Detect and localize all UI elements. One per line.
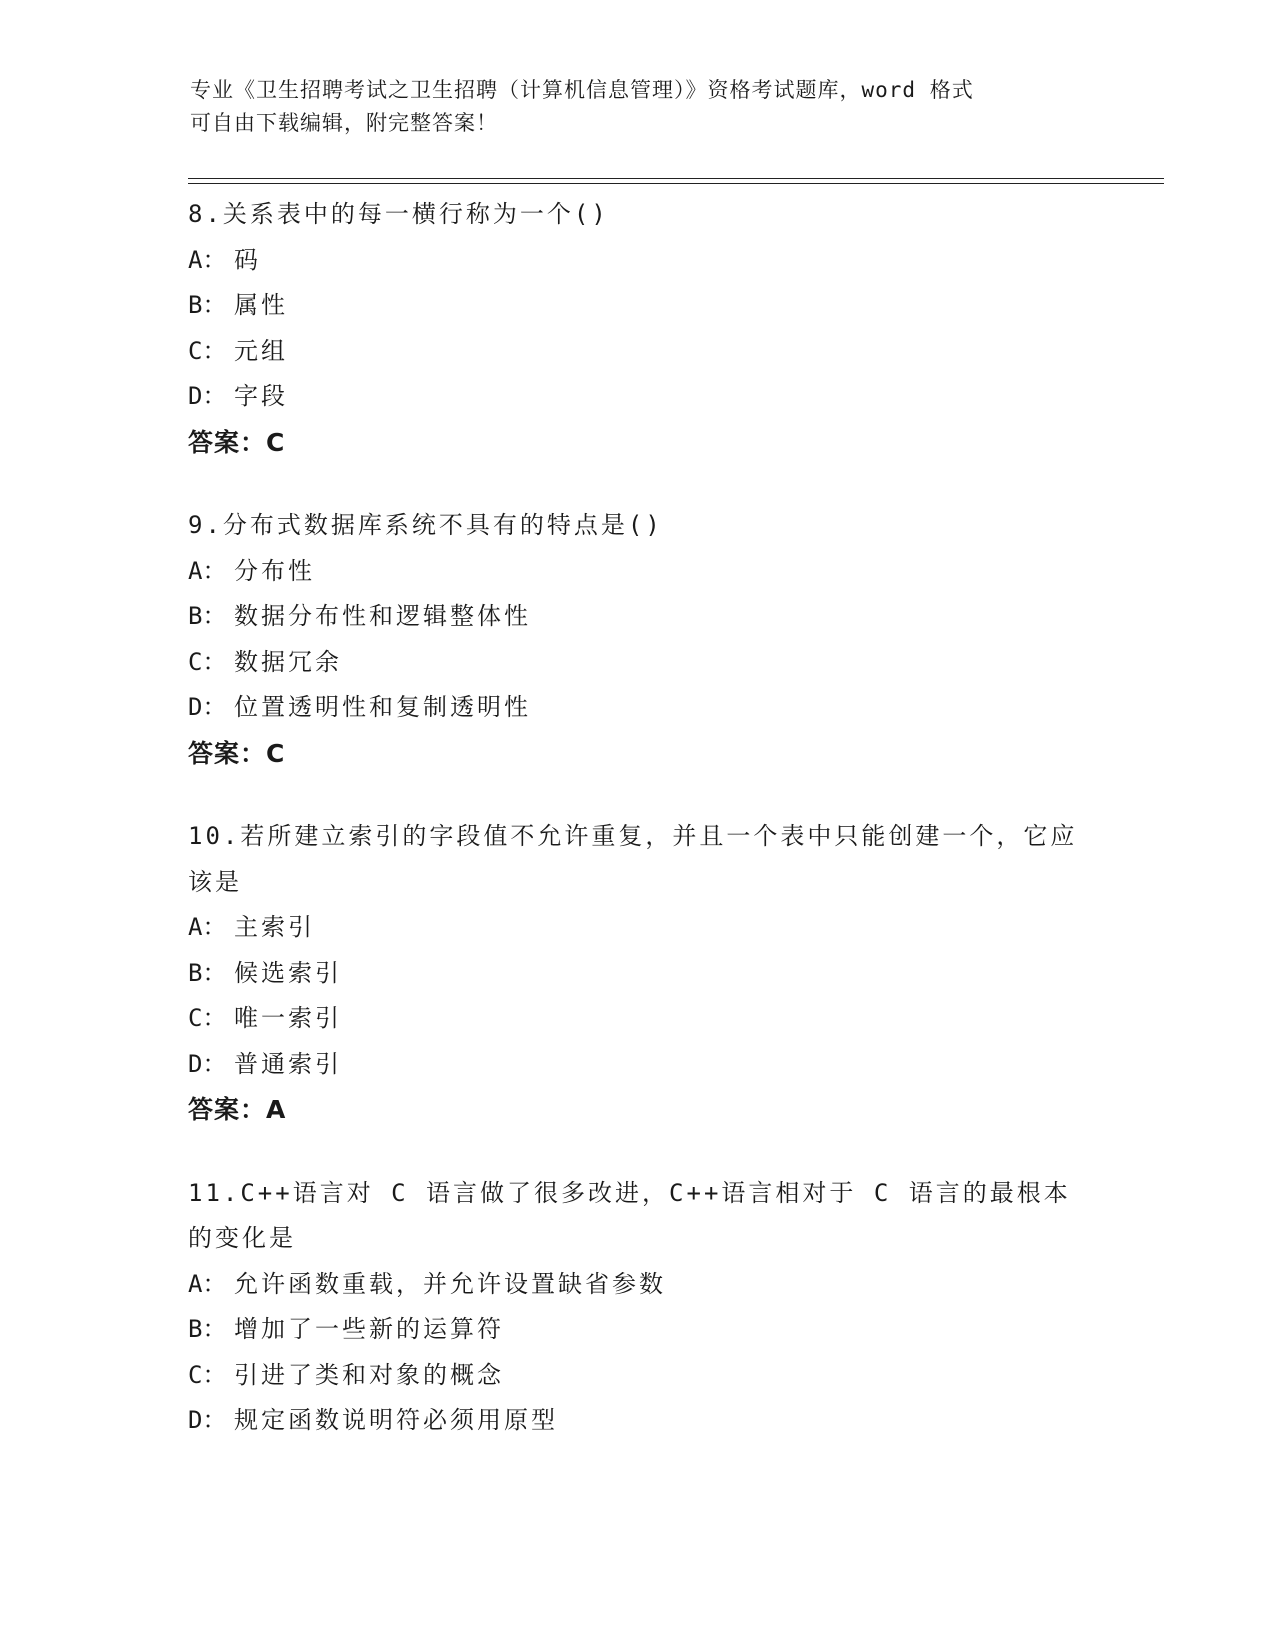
question-stem: 9.分布式数据库系统不具有的特点是() bbox=[188, 511, 663, 539]
question-8 bbox=[188, 192, 1088, 465]
option-text: 允许函数重载，并允许设置缺省参数 bbox=[234, 1269, 666, 1298]
option-letter: A： bbox=[188, 245, 227, 274]
option-letter: D： bbox=[188, 1049, 227, 1078]
question-stem: 11.C++语言对 C 语言做了很多改进，C++语言相对于 C 语言的最根本的变化是 bbox=[188, 1178, 1071, 1252]
question-list bbox=[188, 192, 1088, 1482]
option-text: 引进了类和对象的概念 bbox=[234, 1360, 504, 1389]
option-text: 分布性 bbox=[234, 556, 315, 585]
option-d bbox=[188, 1042, 1088, 1088]
option-text: 唯一索引 bbox=[234, 1004, 342, 1032]
option-c bbox=[188, 329, 1088, 375]
option-b bbox=[188, 1307, 1088, 1353]
option-letter: A： bbox=[188, 556, 227, 585]
option-text: 数据冗余 bbox=[234, 647, 342, 676]
option-letter: D： bbox=[188, 382, 227, 410]
option-text: 增加了一些新的运算符 bbox=[234, 1315, 504, 1343]
question-stem: 8.关系表中的每一横行称为一个() bbox=[188, 200, 609, 228]
option-letter: C： bbox=[188, 1004, 227, 1032]
header-line-2: 可自由下载编辑，附完整答案！ bbox=[190, 111, 498, 135]
option-letter: B： bbox=[188, 602, 227, 630]
option-d bbox=[188, 374, 1088, 420]
option-letter: B： bbox=[188, 958, 227, 987]
header-divider-top bbox=[188, 178, 1164, 179]
option-text: 主索引 bbox=[234, 913, 315, 941]
option-letter: D： bbox=[188, 1406, 227, 1434]
question-10 bbox=[188, 814, 1088, 1133]
option-b bbox=[188, 594, 1088, 640]
option-a bbox=[188, 238, 1088, 284]
document-header bbox=[190, 74, 1090, 140]
option-text: 元组 bbox=[234, 336, 288, 365]
answer-line: 答案：A bbox=[188, 1095, 287, 1124]
question-stem: 10.若所建立索引的字段值不允许重复，并且一个表中只能创建一个，它应该是 bbox=[188, 822, 1078, 896]
header-line-1: 专业《卫生招聘考试之卫生招聘（计算机信息管理）》资格考试题库，word 格式 bbox=[190, 78, 974, 102]
option-text: 普通索引 bbox=[234, 1049, 342, 1078]
option-d bbox=[188, 685, 1088, 731]
option-letter: C： bbox=[188, 1360, 227, 1389]
option-letter: A： bbox=[188, 1269, 227, 1298]
option-letter: D： bbox=[188, 693, 227, 721]
option-a bbox=[188, 905, 1088, 951]
answer-line: 答案：C bbox=[188, 738, 286, 768]
question-9 bbox=[188, 503, 1088, 776]
option-c bbox=[188, 996, 1088, 1042]
option-text: 字段 bbox=[234, 382, 288, 410]
option-c bbox=[188, 1353, 1088, 1399]
option-a bbox=[188, 1262, 1088, 1308]
option-text: 候选索引 bbox=[234, 958, 342, 987]
option-letter: B： bbox=[188, 1315, 227, 1343]
option-text: 规定函数说明符必须用原型 bbox=[234, 1406, 558, 1434]
header-divider-bottom bbox=[188, 183, 1164, 184]
option-text: 数据分布性和逻辑整体性 bbox=[234, 602, 531, 630]
option-d bbox=[188, 1398, 1088, 1444]
option-b bbox=[188, 283, 1088, 329]
question-11 bbox=[188, 1171, 1088, 1444]
option-b bbox=[188, 951, 1088, 997]
option-c bbox=[188, 640, 1088, 686]
option-letter: A： bbox=[188, 913, 227, 941]
option-letter: B： bbox=[188, 291, 227, 319]
option-text: 码 bbox=[234, 245, 261, 274]
option-letter: C： bbox=[188, 336, 227, 365]
option-letter: C： bbox=[188, 647, 227, 676]
option-text: 属性 bbox=[234, 291, 288, 319]
option-a bbox=[188, 549, 1088, 595]
option-text: 位置透明性和复制透明性 bbox=[234, 693, 531, 721]
answer-line: 答案：C bbox=[188, 427, 286, 457]
